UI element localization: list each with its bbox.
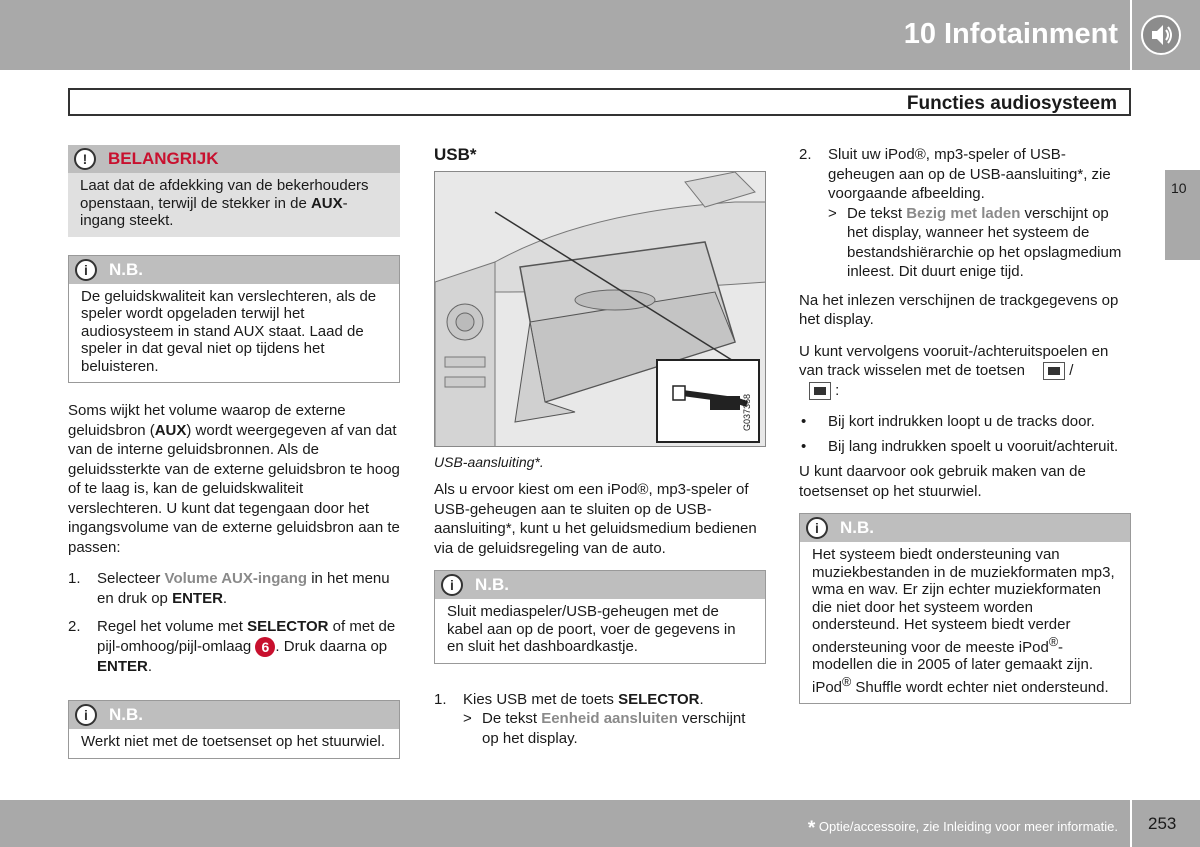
step2-enter: ENTER	[97, 657, 148, 675]
note-box-2	[68, 700, 400, 759]
column-1	[68, 145, 400, 777]
usb-note-header	[435, 571, 765, 599]
usb-heading: USB*	[434, 145, 477, 164]
usb-sub-b: verschijnt op het display.	[482, 710, 746, 747]
previous-track-key-icon	[1043, 362, 1065, 380]
volume-para-b: ) wordt weergegeven af van dat van de interne geluidsbronnen. Als de geluidssterkte van de externe geluidsbron te hoog of te laag is, kan de geluidskwaliteit verslechteren. U kunt dat tegengaan door het ingangsvolume van de externe geluidsbron aan te passen:	[68, 421, 400, 556]
important-text-bold: AUX	[310, 194, 343, 212]
step2-text-c: . Druk daarna op	[275, 637, 388, 655]
press-bullets	[799, 412, 1131, 456]
format-note-header	[800, 514, 1130, 542]
note-header-1	[69, 256, 399, 284]
usb-step2-text: Sluit uw iPod®, mp3-speler of USB-geheugen aan op de USB-aansluiting*, zie voorgaande afbeelding.	[828, 146, 1111, 202]
step-number: 1.	[434, 690, 447, 708]
figure-code: G037368	[741, 394, 752, 432]
callout-6-icon: 6	[255, 637, 275, 657]
column-3	[799, 145, 1131, 722]
important-text-b: -ingang steekt.	[80, 194, 348, 229]
important-header	[68, 145, 400, 173]
step2-text-d: .	[147, 657, 153, 675]
exclamation-icon: !	[74, 148, 96, 170]
seek-paragraph	[799, 342, 1131, 401]
step2-selector: SELECTOR	[247, 618, 329, 635]
bullet-text: Bij kort indrukken loopt u de tracks door.	[828, 413, 1095, 430]
usb-note-title: N.B.	[475, 575, 509, 594]
steering-paragraph: U kunt daarvoor ook gebruik maken van de toetsenset op het stuurwiel.	[799, 463, 1086, 500]
note-header-2	[69, 701, 399, 729]
step2-text-b: of met de pijl-omhoog/pijl-omlaag	[97, 618, 396, 655]
volume-para-bold: AUX	[154, 421, 187, 439]
format-note-text	[800, 542, 1130, 703]
usb-figure	[434, 171, 766, 447]
volume-paragraph	[68, 401, 400, 557]
aux-step-2	[68, 617, 400, 676]
registered-mark: ®	[842, 674, 852, 689]
column-2	[434, 145, 766, 757]
format-text-b: -modellen die in 2005 of later gemaakt zijn. iPod	[812, 638, 1094, 696]
footnote-text: Optie/accessoire, zie Inleiding voor meer informatie.	[815, 819, 1118, 834]
bullet-text: Bij lang indrukken spoelt u vooruit/achteruit.	[828, 437, 1119, 455]
figure-caption: USB-aansluiting*.	[434, 453, 544, 470]
step-number: 2.	[68, 618, 81, 635]
usb-paragraph: Als u ervoor kiest om een iPod®, mp3-speler of USB-geheugen aan te sluiten op de USB-aansluiting*, kunt u het geluidsmedium bedienen via de geluidsregeling van de auto.	[434, 481, 757, 557]
bullet-dot: •	[801, 413, 807, 430]
step1-text-c: .	[222, 589, 228, 607]
aux-step-1	[68, 569, 400, 608]
step1-menu-item: Volume AUX-ingang	[164, 570, 308, 587]
usb-step-1	[434, 690, 766, 749]
usb-step2-result	[828, 204, 1131, 282]
note-title-1: N.B.	[109, 259, 143, 279]
step2-text-a: Regel het volume met	[97, 618, 248, 635]
step1-text-b: in het menu en druk op	[97, 570, 390, 607]
note-text-1: De geluidskwaliteit kan verslechteren, als de speler wordt opgeladen terwijl het audiosysteem in stand AUX staat. Laad de speler in dat geval niet op tijdens het beluisteren.	[81, 287, 377, 375]
footnote	[808, 818, 1118, 840]
format-note-box	[799, 513, 1131, 704]
info-icon: i	[75, 704, 97, 726]
usb-steps-cont	[799, 145, 1131, 282]
step1-enter: ENTER	[172, 589, 223, 607]
display-text-connect: Eenheid aansluiten	[541, 710, 678, 727]
chapter-title: 10 Infotainment	[903, 18, 1118, 50]
usb-step-2	[799, 145, 1131, 282]
bullet-long-press	[799, 437, 1131, 457]
important-text-a: Laat dat de afdekking van de bekerhouders openstaan, terwijl de stekker in de	[80, 177, 369, 212]
step-number: 2.	[799, 146, 812, 163]
section-bar	[68, 88, 1131, 116]
bullet-dot: •	[801, 437, 807, 455]
next-track-key-icon	[809, 382, 831, 400]
footnote-asterisk: *	[807, 818, 816, 839]
usb-step2-sub-b: verschijnt op het display, wanneer het systeem de bestandshiërarchie op het opslagmedium inleest. Dit duurt enige tijd.	[847, 204, 1122, 280]
seek-slash: /	[1069, 362, 1074, 379]
note-title-2: N.B.	[109, 705, 143, 725]
format-text-a: Het systeem biedt ondersteuning van muziekbestanden in de muziekformaten mp3, wma en wav. Er zijn echter muziekformaten die niet door het systeem worden ondersteund. Het systeem biedt verder ondersteuning voor de meeste iPod	[812, 546, 1115, 656]
seek-text: U kunt vervolgens vooruit-/achteruitspoelen en van track wisselen met de toetsen	[799, 342, 1109, 379]
display-text-loading: Bezig met laden	[906, 204, 1021, 222]
info-icon: i	[75, 259, 97, 281]
usb-step1-b: .	[699, 690, 704, 708]
glovebox-illustration	[435, 172, 766, 447]
important-text	[68, 173, 400, 237]
usb-sub-a: De tekst	[482, 710, 542, 727]
usb-step1-result	[463, 709, 766, 748]
note-text-2: Werkt niet met de toetsenset op het stuurwiel.	[81, 733, 386, 751]
usb-step1-selector: SELECTOR	[618, 690, 700, 708]
chapter-side-tab	[1165, 170, 1200, 260]
result-arrow: >	[828, 204, 837, 222]
usb-step2-sub-a: De tekst	[847, 204, 907, 222]
format-text-c: Shuffle wordt echter niet ondersteund.	[851, 678, 1109, 696]
usb-steps	[434, 690, 766, 749]
usb-note-box	[434, 570, 766, 664]
info-icon: i	[441, 574, 463, 596]
bullet-short-press	[799, 412, 1131, 432]
section-title: Functies audiosysteem	[906, 93, 1117, 114]
format-note-title: N.B.	[840, 518, 874, 537]
important-box	[68, 145, 400, 237]
important-title: BELANGRIJK	[108, 149, 219, 168]
usb-step1-a: Kies USB met de toets	[463, 690, 619, 708]
page-number: 253	[1148, 814, 1177, 833]
aux-steps	[68, 569, 400, 676]
note-box-1	[68, 255, 400, 384]
speaker-icon	[1140, 14, 1182, 56]
result-arrow: >	[463, 710, 472, 727]
side-tab-label: 10	[1171, 180, 1187, 196]
usb-note-text: Sluit mediaspeler/USB-geheugen met de kabel aan op de poort, voer de gegevens in en sluit het dashboardkastje.	[447, 603, 736, 655]
seek-colon: :	[835, 381, 840, 399]
info-icon: i	[806, 517, 828, 539]
track-info-paragraph: Na het inlezen verschijnen de trackgegevens op het display.	[799, 291, 1119, 328]
step1-text-a: Selecteer	[97, 570, 165, 587]
step-number: 1.	[68, 570, 81, 587]
registered-mark: ®	[1048, 634, 1059, 649]
volume-para-a: Soms wijkt het volume waarop de externe geluidsbron (	[68, 402, 346, 439]
